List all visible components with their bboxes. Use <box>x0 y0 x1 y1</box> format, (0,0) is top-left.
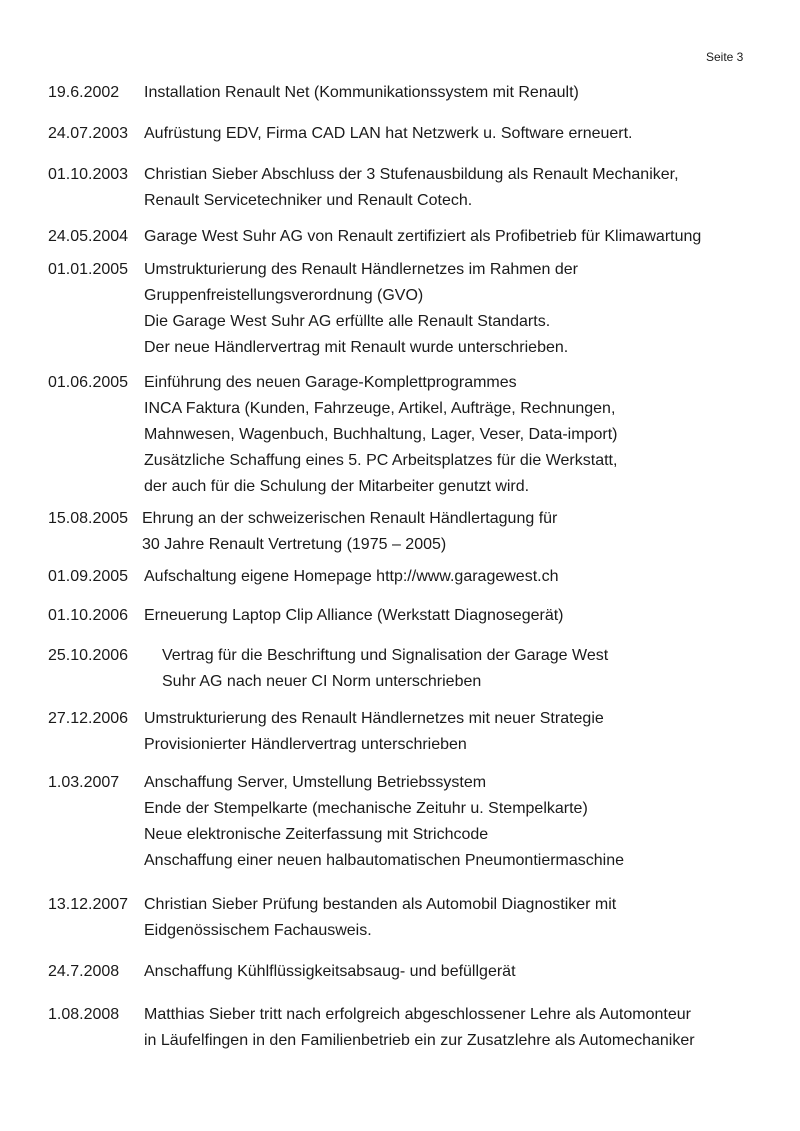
entry-date: 25.10.2006 <box>48 647 129 664</box>
entry-description <box>144 603 564 629</box>
entry-line: Zusätzliche Schaffung eines 5. PC Arbeitsplatzes für die Werkstatt, <box>144 452 618 469</box>
entry-line: der auch für die Schulung der Mitarbeiter genutzt wird. <box>144 478 530 495</box>
entry-line: Mahnwesen, Wagenbuch, Buchhaltung, Lager, Veser, Data-import) <box>144 426 618 443</box>
entry-line: Christian Sieber Prüfung bestanden als Automobil Diagnostiker mit <box>144 896 617 913</box>
entry-line: Neue elektronische Zeiterfassung mit Strichcode <box>144 826 489 843</box>
entry-line: Renault Servicetechniker und Renault Cotech. <box>144 192 473 209</box>
entry-description <box>142 506 557 558</box>
entry-date: 01.01.2005 <box>48 261 129 278</box>
entry-line: Garage West Suhr AG von Renault zertifiziert als Profibetrieb für Klimawartung <box>144 228 702 245</box>
entry-line: INCA Faktura (Kunden, Fahrzeuge, Artikel, Aufträge, Rechnungen, <box>144 400 616 417</box>
entry-line: 30 Jahre Renault Vertretung (1975 – 2005) <box>142 536 447 553</box>
entry-date: 01.10.2003 <box>48 166 129 183</box>
entry-date: 1.03.2007 <box>48 774 120 791</box>
page-number: Seite 3 <box>706 50 744 64</box>
entry-date: 27.12.2006 <box>48 710 129 727</box>
entry-description <box>144 892 616 944</box>
entry-description <box>144 162 679 214</box>
entry-description <box>144 770 624 874</box>
entry-line: Anschaffung Kühlflüssigkeitsabsaug- und befüllgerät <box>144 963 516 980</box>
entry-date: 24.07.2003 <box>48 125 129 142</box>
entry-description <box>144 564 558 590</box>
entry-line: Installation Renault Net (Kommunikationssystem mit Renault) <box>144 84 579 101</box>
entry-date: 24.7.2008 <box>48 963 120 980</box>
entry-date: 01.06.2005 <box>48 374 129 391</box>
entry-line: Vertrag für die Beschriftung und Signalisation der Garage West <box>162 647 609 664</box>
entry-description <box>162 643 608 695</box>
entry-line: Ende der Stempelkarte (mechanische Zeituhr u. Stempelkarte) <box>144 800 588 817</box>
entry-description <box>144 706 604 758</box>
entry-description <box>144 959 516 985</box>
entry-line: Anschaffung Server, Umstellung Betriebssystem <box>144 774 487 791</box>
entry-line: Matthias Sieber tritt nach erfolgreich abgeschlossener Lehre als Automonteur <box>144 1006 691 1023</box>
entry-description <box>144 257 578 361</box>
entry-line: in Läufelfingen in den Familienbetrieb ein zur Zusatzlehre als Automechaniker <box>144 1032 695 1049</box>
entry-line: Aufschaltung eigene Homepage http://www.garagewest.ch <box>144 568 559 585</box>
entry-line: Erneuerung Laptop Clip Alliance (Werkstatt Diagnosegerät) <box>144 607 564 624</box>
entry-line: Ehrung an der schweizerischen Renault Händlertagung für <box>142 510 558 527</box>
entry-line: Der neue Händlervertrag mit Renault wurde unterschrieben. <box>144 339 569 356</box>
entry-description <box>144 121 633 147</box>
entry-line: Christian Sieber Abschluss der 3 Stufenausbildung als Renault Mechaniker, <box>144 166 679 183</box>
entry-description <box>144 1002 695 1054</box>
entry-line: Umstrukturierung des Renault Händlernetzes im Rahmen der <box>144 261 578 278</box>
entry-line: Die Garage West Suhr AG erfüllte alle Renault Standarts. <box>144 313 551 330</box>
entry-line: Gruppenfreistellungsverordnung (GVO) <box>144 287 424 304</box>
entry-description <box>144 224 701 250</box>
entry-line: Provisionierter Händlervertrag unterschrieben <box>144 736 467 753</box>
entry-date: 01.10.2006 <box>48 607 129 624</box>
entry-line: Anschaffung einer neuen halbautomatischen Pneumontiermaschine <box>144 852 625 869</box>
entry-line: Suhr AG nach neuer CI Norm unterschrieben <box>162 673 482 690</box>
entry-description <box>144 370 617 500</box>
entry-description <box>144 80 579 106</box>
entry-date: 1.08.2008 <box>48 1006 120 1023</box>
entry-date: 24.05.2004 <box>48 228 129 245</box>
entry-date: 01.09.2005 <box>48 568 129 585</box>
entry-date: 15.08.2005 <box>48 510 129 527</box>
entry-line: Aufrüstung EDV, Firma CAD LAN hat Netzwerk u. Software erneuert. <box>144 125 633 142</box>
entry-line: Umstrukturierung des Renault Händlernetzes mit neuer Strategie <box>144 710 604 727</box>
entry-date: 19.6.2002 <box>48 84 120 101</box>
entry-date: 13.12.2007 <box>48 896 129 913</box>
entry-line: Eidgenössischem Fachausweis. <box>144 922 372 939</box>
entry-line: Einführung des neuen Garage-Komplettprogrammes <box>144 374 517 391</box>
